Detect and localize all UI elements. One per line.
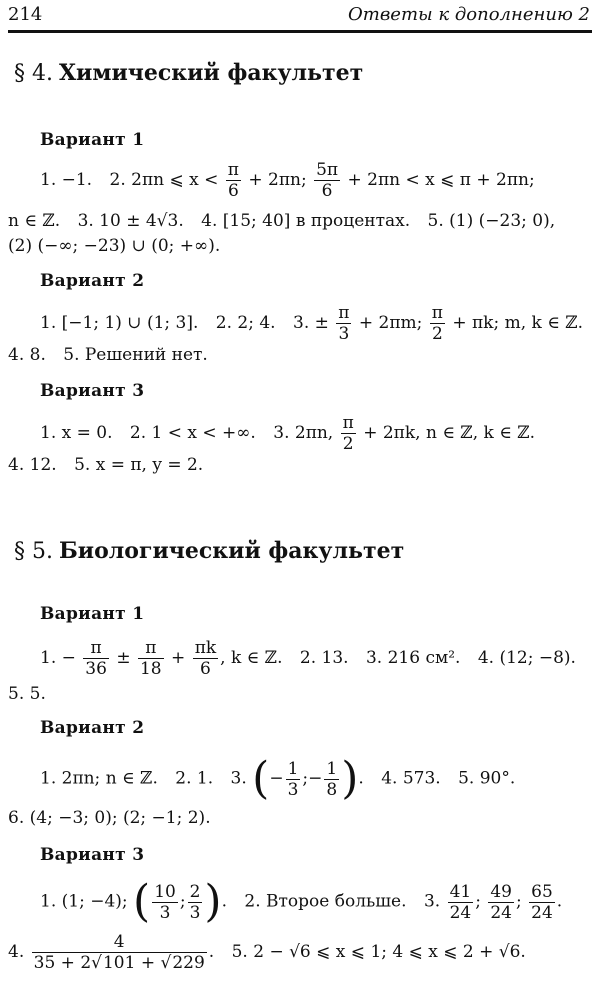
section-heading: Химический факультет [58, 60, 364, 86]
answer-line: 6. (4; −3; 0); (2; −1; 2). [8, 808, 211, 828]
fraction: $\frac{41}{24}$ [449, 881, 472, 923]
variant-heading: Вариант 2 [40, 718, 145, 738]
fraction: $\frac{5\pi}{6}$ [316, 160, 339, 201]
running-title: Ответы к дополнению 2 [348, 4, 590, 25]
fraction: $\frac{1}{8}$ [326, 758, 338, 800]
fraction: $\frac{\pi}{36}$ [85, 638, 107, 679]
answer-line: 1. −1. 2. 2πn ⩽ x < $\frac{\pi}{6}$ + 2πn; $\frac{5\pi}{6}$ + 2πn < x ⩽ π + 2πn; [40, 160, 535, 201]
section-heading: Биологический факультет [58, 538, 405, 564]
fraction: $\frac{\pi}{6}$ [227, 160, 239, 201]
fraction: $\frac{\pi}{2}$ [431, 303, 443, 344]
fraction: $\frac{1}{3}$ [287, 758, 299, 800]
fraction: $\frac{2}{3}$ [189, 881, 201, 923]
answer-line: 1. x = 0. 2. 1 < x < +∞. 3. 2πn, $\frac{\pi}{2}$ + 2πk, n ∈ ℤ, k ∈ ℤ. [40, 413, 536, 454]
answer-line: 1. 2πn; n ∈ ℤ. 2. 1. 3. (− $\frac{1}{3}$ ;− $\frac{1}{8}$ ). 4. 573. 5. 90°. [40, 753, 516, 804]
variant-heading: Вариант 1 [40, 604, 145, 624]
fraction: $\frac{\pi}{2}$ [342, 413, 354, 454]
section-number: § 5. [14, 539, 53, 564]
answer-line: (2) (−∞; −23) ∪ (0; +∞). [8, 236, 221, 256]
header-rule [8, 30, 592, 33]
fraction: $\frac{4}{35 + 2√101 + √229}$ [33, 932, 205, 973]
variant-heading: Вариант 2 [40, 271, 145, 291]
answer-line: 5. 5. [8, 684, 46, 704]
fraction: $\frac{10}{3}$ [154, 881, 176, 923]
section-title-4 [14, 60, 363, 86]
answer-line: 4. 12. 5. x = π, y = 2. [8, 455, 204, 475]
fraction: $\frac{\pi}{18}$ [139, 638, 162, 679]
fraction: $\frac{\pi k}{6}$ [194, 638, 217, 679]
fraction: $\frac{\pi}{3}$ [338, 303, 350, 344]
answer-line: 4. $\frac{4}{35 + 2√101 + √229}$ . 5. 2 − √6 ⩽ x ⩽ 1; 4 ⩽ x ⩽ 2 + √6. [8, 932, 526, 973]
section-title-5 [14, 538, 404, 564]
answer-line: 1. − $\frac{\pi}{36}$ ± $\frac{\pi}{18}$ + $\frac{\pi k}{6}$ , k ∈ ℤ. 2. 13. 3. 216 см². 4. (12; −8). [40, 638, 576, 679]
fraction: $\frac{65}{24}$ [531, 881, 553, 923]
section-number: § 4. [14, 61, 53, 86]
variant-heading: Вариант 3 [40, 845, 145, 865]
variant-heading: Вариант 1 [40, 130, 145, 150]
variant-heading: Вариант 3 [40, 381, 145, 401]
page-header [8, 4, 592, 30]
answer-line: n ∈ ℤ. 3. 10 ± 4√3. 4. [15; 40] в процентах. 5. (1) (−23; 0), [8, 211, 556, 231]
page-number: 214 [8, 4, 43, 25]
answer-line: 4. 8. 5. Решений нет. [8, 345, 208, 365]
answer-line: 1. (1; −4); ( $\frac{10}{3}$ ; $\frac{2}{3}$ ). 2. Второе больше. 3. $\frac{41}{24}$ ; $\frac{49}{24}$ ; $\frac{65}{24}$ . [40, 876, 563, 927]
answer-line: 1. [−1; 1) ∪ (1; 3]. 2. 2; 4. 3. ± $\frac{\pi}{3}$ + 2πm; $\frac{\pi}{2}$ + πk; m, k ∈ ℤ. [40, 303, 584, 344]
fraction: $\frac{49}{24}$ [490, 881, 512, 923]
